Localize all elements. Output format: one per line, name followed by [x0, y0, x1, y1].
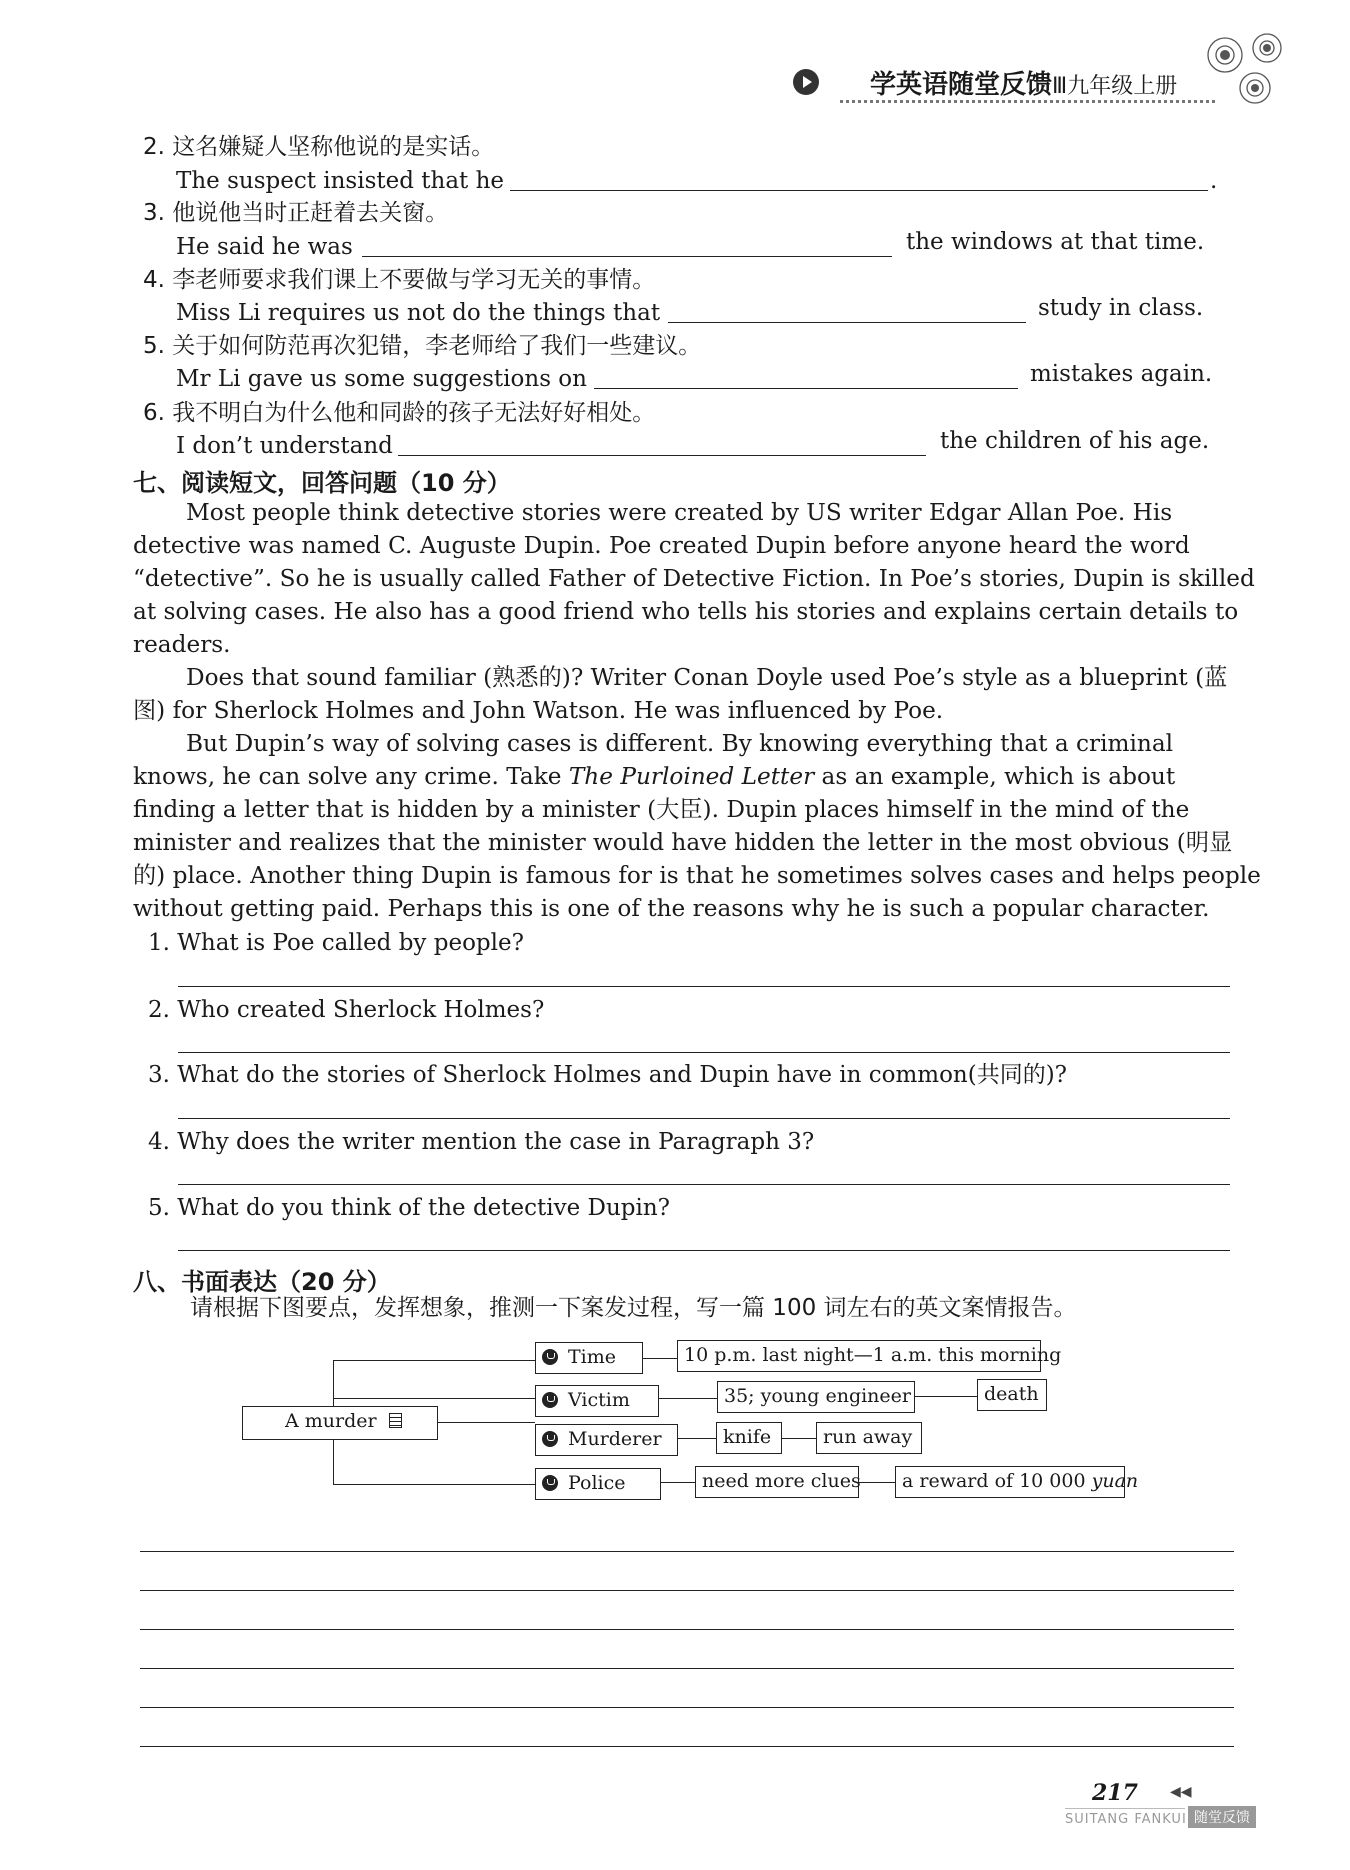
connector-police	[333, 1484, 535, 1485]
item-5-en: Mr Li gave us some suggestions on	[176, 366, 587, 392]
footer-brand-badge: 随堂反馈	[1188, 1806, 1256, 1828]
passage-line: 的) place. Another thing Dupin is famous for is that he sometimes solves cases and helps people	[133, 862, 1261, 889]
node-time-value: 10 p.m. last night—1 a.m. this morning	[677, 1340, 1041, 1372]
passage-line: knows, he can solve any crime. Take The Purloined Letter as an example, which is about	[133, 763, 1176, 790]
item-5-blank[interactable]	[594, 388, 1018, 389]
writing-line[interactable]	[140, 1746, 1234, 1747]
passage-line: 图) for Sherlock Holmes and John Watson. He was influenced by Poe.	[133, 697, 944, 724]
writing-line[interactable]	[140, 1590, 1234, 1591]
node-victim-value: 35; young engineer	[717, 1381, 915, 1413]
writing-line[interactable]	[140, 1629, 1234, 1630]
item-2-en: The suspect insisted that he	[176, 168, 505, 194]
question-2: 2. Who created Sherlock Holmes?	[148, 997, 545, 1023]
node-action: run away	[816, 1422, 922, 1454]
node-time: Time	[535, 1342, 643, 1374]
header-dotted-line	[840, 100, 1215, 103]
item-4-end: study in class.	[1038, 295, 1204, 321]
answer-line-1[interactable]	[178, 986, 1230, 987]
item-6-en: I don’t understand	[176, 433, 393, 459]
answer-line-4[interactable]	[178, 1184, 1230, 1185]
connector-weapon	[678, 1438, 716, 1439]
node-murderer: Murderer	[535, 1424, 678, 1456]
item-3-en: He said he was	[176, 234, 353, 260]
node-police-value: need more clues	[695, 1466, 859, 1498]
item-6-blank[interactable]	[398, 455, 926, 456]
item-3-cn: 3. 他说他当时正赶着去关窗。	[143, 200, 449, 226]
item-2-cn: 2. 这名嫌疑人坚称他说的是实话。	[143, 134, 495, 160]
search-person-icon	[542, 1475, 558, 1491]
book-title-italic: The Purloined Letter	[568, 763, 815, 790]
item-5-end: mistakes again.	[1030, 361, 1213, 387]
writing-heading: 八、书面表达（20 分）	[133, 1268, 391, 1296]
connector-time-value	[643, 1358, 677, 1359]
writing-line[interactable]	[140, 1668, 1234, 1669]
item-2-blank[interactable]	[510, 190, 1208, 191]
reading-heading: 七、阅读短文，回答问题（10 分）	[133, 469, 511, 497]
question-4: 4. Why does the writer mention the case in Paragraph 3?	[148, 1129, 815, 1155]
item-3-end: the windows at that time.	[906, 229, 1205, 255]
question-5: 5. What do you think of the detective Dupin?	[148, 1195, 671, 1221]
connector-police-value	[661, 1482, 695, 1483]
question-3: 3. What do the stories of Sherlock Holmes and Dupin have in common(共同的)?	[148, 1062, 1068, 1088]
note-icon	[389, 1413, 402, 1428]
item-6-end: the children of his age.	[940, 428, 1210, 454]
passage-line: readers.	[133, 631, 231, 658]
item-6-cn: 6. 我不明白为什么他和同龄的孩子无法好好相处。	[143, 400, 656, 426]
passage-line: finding a letter that is hidden by a minister (大臣). Dupin places himself in the mind of the	[133, 796, 1190, 823]
answer-line-2[interactable]	[178, 1052, 1230, 1053]
passage-line: without getting paid. Perhaps this is one of the reasons why he is such a popular character.	[133, 895, 1210, 922]
node-reward: a reward of 10 000 yuan	[895, 1466, 1125, 1498]
page-number: 217	[1092, 1780, 1138, 1806]
connector-victim	[333, 1398, 535, 1399]
search-person-icon	[542, 1392, 558, 1408]
passage-line: But Dupin’s way of solving cases is different. By knowing everything that a criminal	[186, 730, 1174, 757]
answer-line-5[interactable]	[178, 1250, 1230, 1251]
passage-line: Does that sound familiar (熟悉的)? Writer Conan Doyle used Poe’s style as a blueprint (蓝	[186, 664, 1228, 691]
double-left-arrow-icon: ◀◀	[1170, 1784, 1192, 1800]
book-title: 学英语随堂反馈Ⅲ九年级上册	[870, 70, 1178, 100]
node-root: A murder	[242, 1406, 438, 1440]
search-person-icon	[542, 1431, 558, 1447]
passage-line: “detective”. So he is usually called Father of Detective Fiction. In Poe’s stories, Dupin is skilled	[133, 565, 1255, 592]
connector-reward	[859, 1482, 895, 1483]
passage-line: minister and realizes that the minister would have hidden the letter in the most obvious (明显	[133, 829, 1233, 856]
passage-line: at solving cases. He also has a good friend who tells his stories and explains certain details to	[133, 598, 1239, 625]
footer-divider	[1065, 1808, 1185, 1809]
connector-time	[333, 1360, 535, 1361]
passage-line: Most people think detective stories were created by US writer Edgar Allan Poe. His	[186, 499, 1173, 526]
passage-line: detective was named C. Auguste Dupin. Poe created Dupin before anyone heard the word	[133, 532, 1190, 559]
question-1: 1. What is Poe called by people?	[148, 930, 524, 956]
item-2-end: .	[1210, 168, 1218, 194]
node-weapon: knife	[716, 1422, 782, 1454]
node-victim-result: death	[977, 1379, 1047, 1411]
flower-decoration-icon	[1195, 20, 1305, 120]
connector-action	[782, 1438, 816, 1439]
answer-line-3[interactable]	[178, 1118, 1230, 1119]
play-icon	[793, 69, 819, 95]
writing-instruction: 请根据下图要点，发挥想象，推测一下案发过程，写一篇 100 词左右的英文案情报告。	[190, 1295, 1077, 1321]
connector-victim-result	[915, 1396, 977, 1397]
node-victim: Victim	[535, 1385, 659, 1417]
connector-victim-value	[659, 1398, 717, 1399]
footer-brand-en: SUITANG FANKUI	[1065, 1812, 1187, 1827]
node-police: Police	[535, 1468, 661, 1500]
item-3-blank[interactable]	[362, 256, 892, 257]
item-4-en: Miss Li requires us not do the things that	[176, 300, 661, 326]
connector-murderer	[438, 1422, 535, 1423]
search-person-icon	[542, 1349, 558, 1365]
item-4-blank[interactable]	[668, 322, 1026, 323]
writing-line[interactable]	[140, 1551, 1234, 1552]
item-5-cn: 5. 关于如何防范再次犯错，李老师给了我们一些建议。	[143, 333, 702, 359]
item-4-cn: 4. 李老师要求我们课上不要做与学习无关的事情。	[143, 267, 656, 293]
writing-line[interactable]	[140, 1707, 1234, 1708]
